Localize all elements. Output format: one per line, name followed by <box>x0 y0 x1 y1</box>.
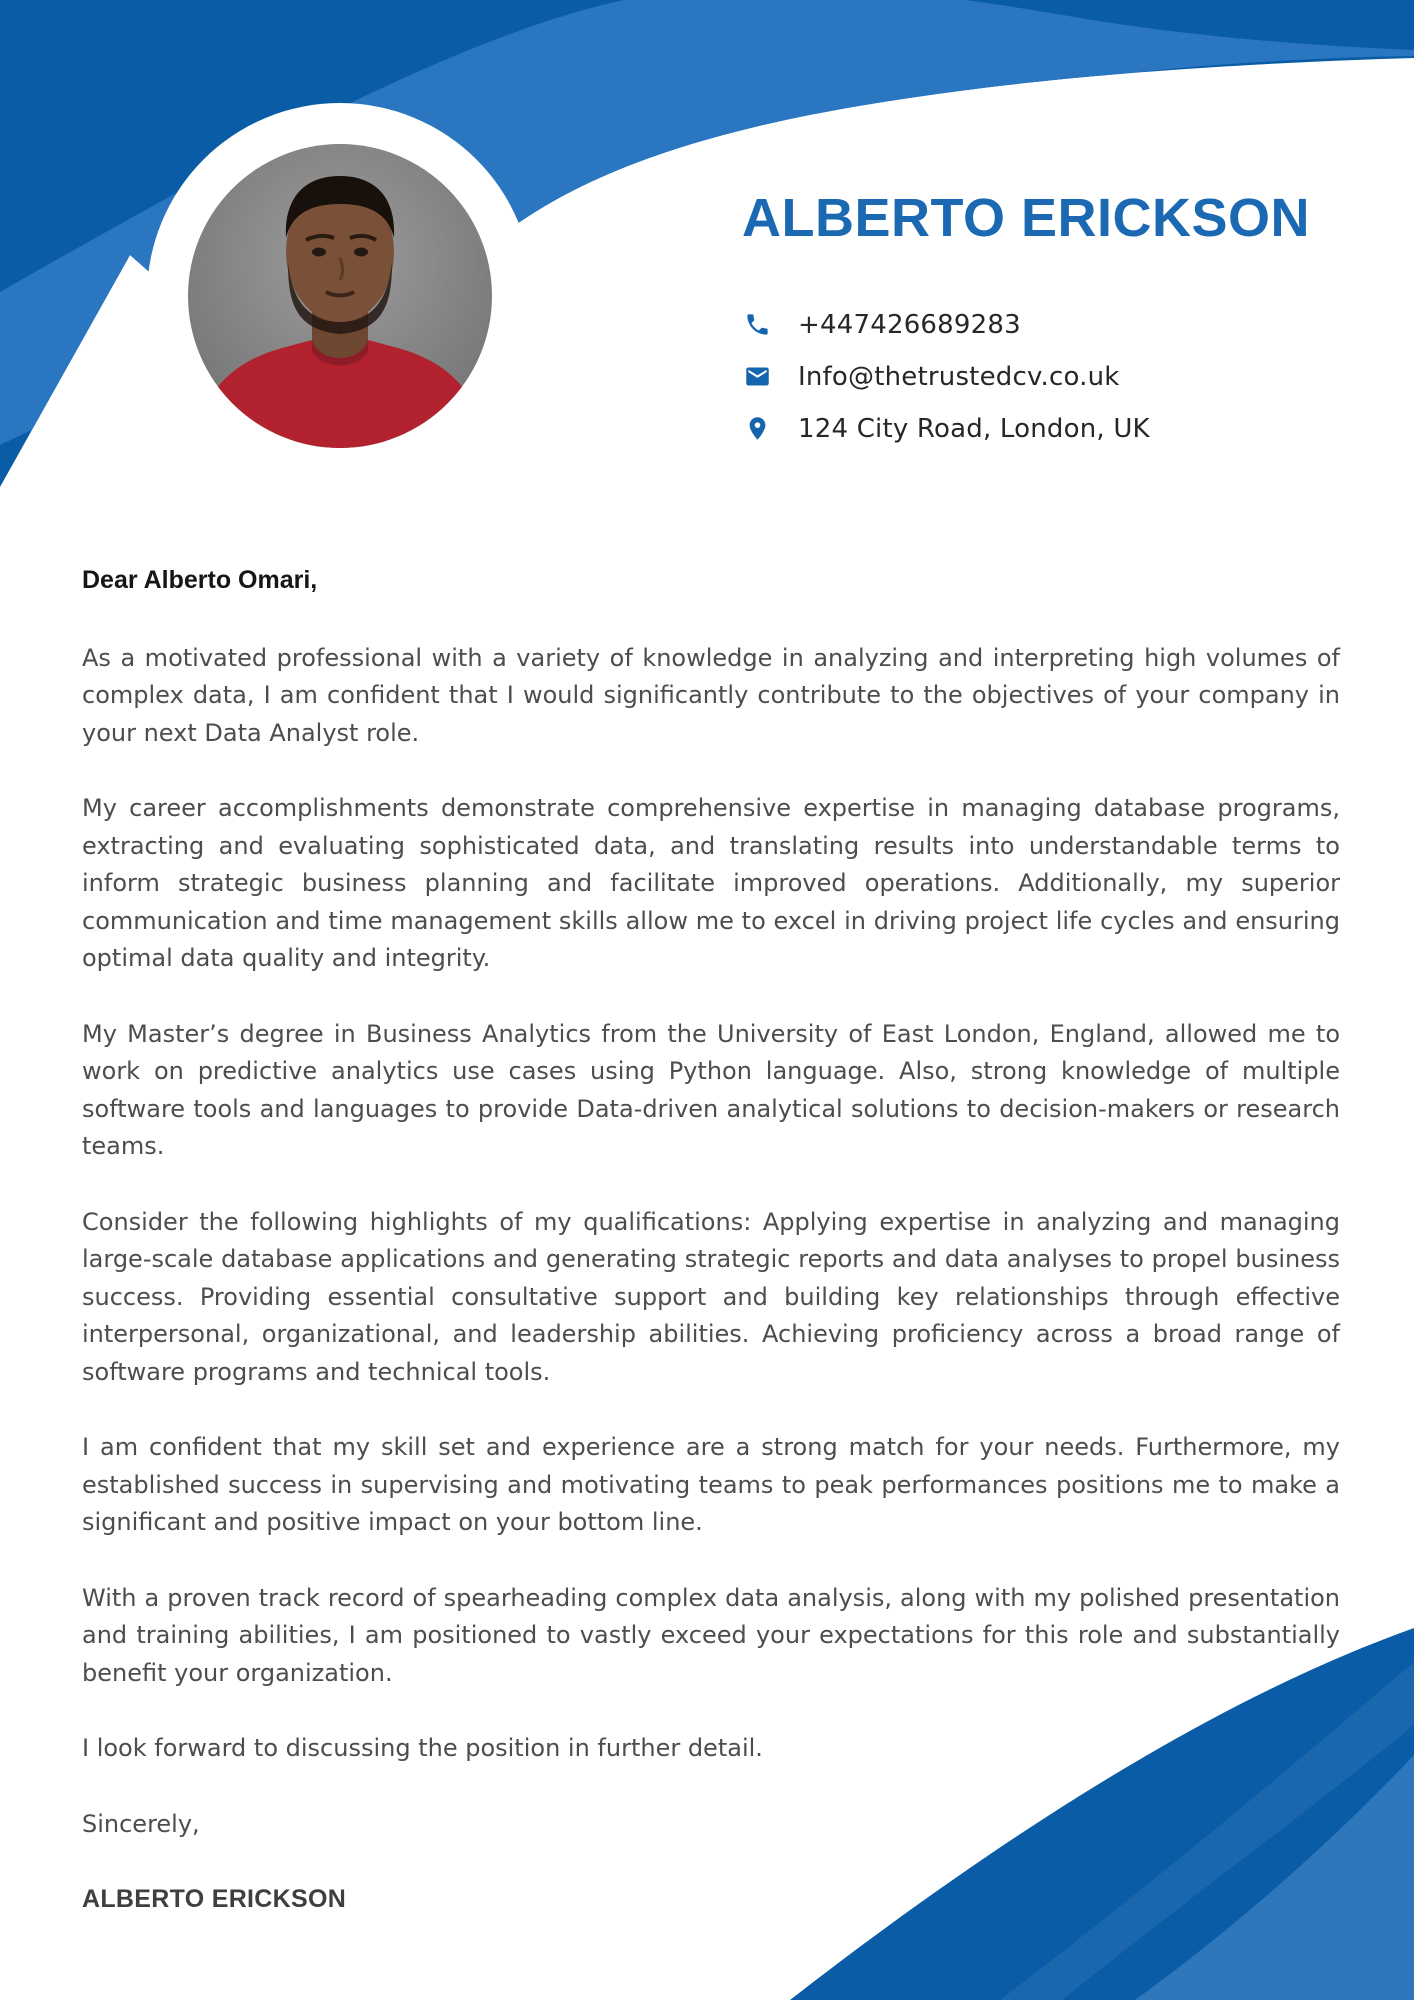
footer-swoosh-graphic <box>0 1600 1414 2000</box>
closing-line: Sincerely, <box>82 1809 200 1838</box>
signature-name: ALBERTO ERICKSON <box>82 1885 347 1913</box>
phone-number: +447426689283 <box>798 309 1021 340</box>
paragraph-6: With a proven track record of spearheading complex data analysis, along with my polished presentation and training abilities, I am positioned to vastly exceed your expectations for this role and substantially benefit your organization. <box>82 1583 1340 1687</box>
email-address: Info@thetrustedcv.co.uk <box>798 361 1120 392</box>
greeting: Dear Alberto Omari, <box>82 566 318 594</box>
look-forward-line: I look forward to discussing the position in further detail. <box>82 1734 763 1762</box>
paragraph-4: Consider the following highlights of my qualifications: Applying expertise in analyzing and managing large-scale database applications and generating strategic reports and data analyses to propel business success. Providing essential consultative support and building key relationships through effective interpersonal, organizational, and leadership abilities. Achieving proficiency across a broad range of software programs and technical tools. <box>82 1207 1340 1386</box>
paragraph-1: As a motivated professional with a variety of knowledge in analyzing and interpreting high volumes of complex data, I am confident that I would significantly contribute to the objectives of your company in your next Data Analyst role. <box>82 643 1340 747</box>
paragraph-5: I am confident that my skill set and experience are a strong match for your needs. Furthermore, my established success in supervising and motivating teams to peak performances positions me to make a significant and positive impact on your bottom line. <box>82 1433 1340 1536</box>
paragraph-2: My career accomplishments demonstrate comprehensive expertise in managing database programs, extracting and evaluating sophisticated data, and translating results into understandable terms to inform strategic business planning and facilitate improved operations. Additionally, my superior communication and time management skills allow me to excel in driving project life cycles and ensuring optimal data quality and integrity. <box>82 794 1340 972</box>
candidate-name: ALBERTO ERICKSON <box>742 188 1311 248</box>
postal-address: 124 City Road, London, UK <box>798 413 1150 444</box>
paragraph-3: My Master’s degree in Business Analytics from the University of East London, England, allowed me to work on predictive analytics use cases using Python language. Also, strong knowledge of multiple software tools and languages to provide Data-driven analytical solutions to decision-makers or research teams. <box>82 1019 1340 1160</box>
